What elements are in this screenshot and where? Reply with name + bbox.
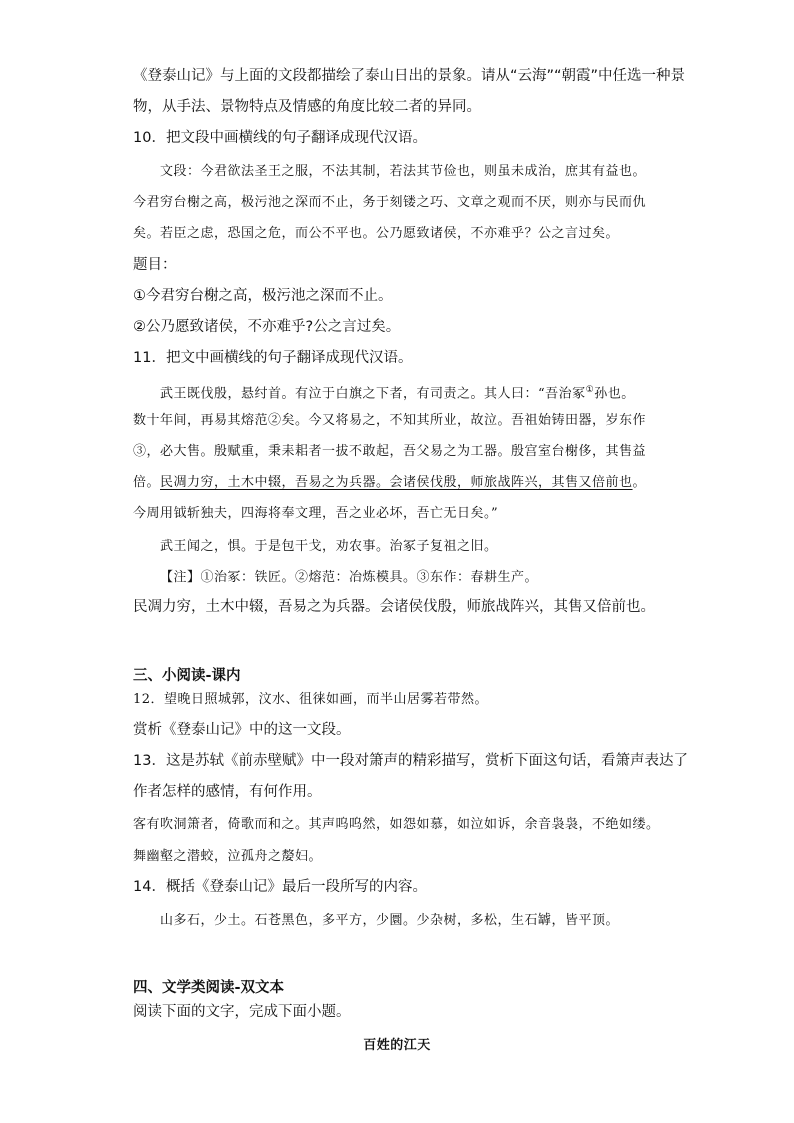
question-13-line-1: 13．这是苏轼《前赤壁赋》中一段对箫声的精彩描写，赏析下面这句话，看箫声表达了 [133,753,688,769]
q11-passage-4b: 。 [632,475,647,490]
question-13-line-2: 作者怎样的感情，有何作用。 [133,784,322,800]
q14-passage: 山多石，少土。石苍黑色，多平方，少圜。少杂树，多松，生石罅，皆平顶。 [160,913,620,928]
q10-item-1: ①今君穷台榭之高，极污池之深而不止。 [133,288,393,304]
question-12: 赏析《登泰山记》中的这一文段。 [133,722,351,738]
article-title: 百姓的江天 [363,1038,431,1053]
question-14: 14．概括《登泰山记》最后一段所写的内容。 [133,879,427,895]
q10-item-2: ②公乃愿致诸侯，不亦难乎?公之言过矣。 [133,319,401,335]
q11-passage-1a: 武王既伐殷，悬纣首。有泣于白旗之下者，有司责之。其人曰：“吾治冢 [160,386,586,402]
q10-passage-line-2: 今君穷台榭之高，极污池之深而不止，务于刻镂之巧、文章之观而不厌，则亦与民而仇 [133,195,647,210]
q13-passage-line-1: 客有吹洞箫者，倚歌而和之。其声呜呜然，如怨如慕，如泣如诉，余音袅袅，不绝如缕。 [133,817,660,832]
q11-target-sentence: 民凋力穷，土木中辍，吾易之为兵器。会诸侯伐殷，师旅战阵兴，其售又倍前也。 [133,599,655,615]
q10-label: 题目： [133,257,177,273]
q11-passage-line-1 [160,380,635,404]
intro-line-2: 物，从手法、景物特点及情感的角度比较二者的异同。 [133,99,481,115]
q11-passage-line-2: 数十年间，再易其熔范②矣。今又将易之，不知其所业，故泣。吾祖始铸田器，岁东作 [133,413,647,428]
q11-passage-4a: 倍。 [133,475,161,490]
underlined-sentence: 民凋力穷，土木中辍，吾易之为兵器。会诸侯伐殷，师旅战阵兴，其售又倍前也 [160,475,633,490]
q13-passage-line-2: 舞幽壑之潜蛟，泣孤舟之嫠妇。 [133,849,323,864]
q11-note: 【注】①治冢：铁匠。②熔范：冶炼模具。③东作：春耕生产。 [160,570,539,585]
question-10: 10．把文段中画横线的句子翻译成现代汉语。 [133,130,427,146]
section-3-title: 三、小阅读-课内 [133,668,241,684]
q11-passage-line-5: 今周用钺斩独夫，四海将奉文理，吾之业必坏，吾亡无日矣。” [133,506,499,521]
q11-passage-1b: 孙也。 [594,386,635,402]
q10-passage-line-1: 文段：今君欲法圣王之服，不法其制，若法其节俭也，则虽未成治，庶其有益也。 [160,164,647,179]
q10-passage-line-3: 矣。若臣之虑，恐国之危，而公不平也。公乃愿致诸侯，不亦难乎？公之言过矣。 [133,226,620,241]
q11-passage-line-4 [133,473,646,493]
q12-passage: 12．望晚日照城郭，汶水、徂徕如画，而半山居雾若带然。 [133,692,489,707]
section-4-title: 四、文学类阅读-双文本 [133,980,285,996]
question-11: 11．把文中画横线的句子翻译成现代汉语。 [133,350,413,366]
q11-passage-line-3: ③，必大售。殷赋重，秉耒耜者一拔不敢起，吾父易之为工器。殷宫室台榭侈，其售益 [133,444,647,459]
q11-passage-line-6: 武王闻之，惧。于是包干戈，劝农事。治冢子复祖之旧。 [160,539,498,554]
footnote-marker-1: ① [585,385,595,395]
section-4-instruction: 阅读下面的文字，完成下面小题。 [133,1004,351,1020]
intro-line-1: 《登泰山记》与上面的文段都描绘了泰山日出的景象。请从“云海”“朝霞”中任选一种景 [133,68,686,84]
